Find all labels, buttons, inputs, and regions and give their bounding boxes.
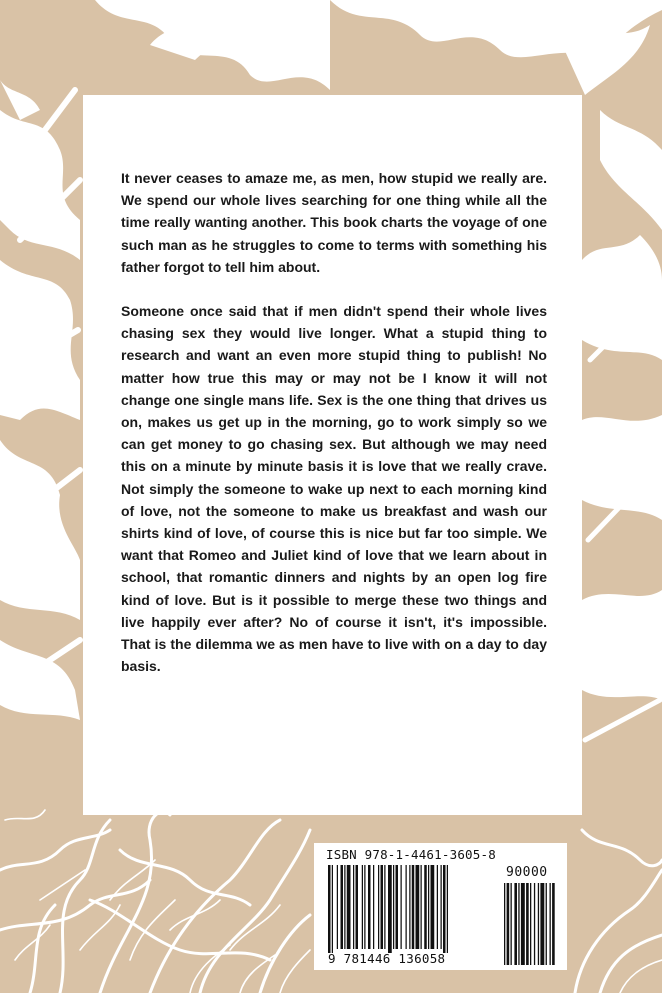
blurb — [121, 167, 547, 699]
blurb-paragraph-1: It never ceases to amaze me, as men, how stupid we really are. We spend our whole lives searching for one thing while all the time really wanting another. This book charts the voyage of one such man as he struggles to come to terms with something his father forgot to tell him about. — [121, 170, 547, 275]
price-code: 90000 — [506, 865, 548, 880]
blurb-paragraph-2: Someone once said that if men didn't spend their whole lives chasing sex they would live longer. What a stupid thing to research and want an even more stupid thing to publish! No matter how true this may or may not be I know it will not change one single mans life. Sex is the one thing that drives us on, makes us get up in the morning, go to work simply so we can get money to go chasing sex. But although we may need this on a minute by minute basis it is love that we really crave. Not simply the someone to wake up next to each morning kind of love, not the someone to make us breakfast and wash our shirts kind of love, of course this is nice but far too simple. We want that Romeo and Juliet kind of love that we learn about in school, that romantic dinners and nights by an open log fire kind of love. But is it possible to merge these two things and live happily ever after? No of course it isn't, it's impossible. That is the dilemma we as men have to live with on a day to day basis. — [121, 303, 547, 675]
back-cover-text-panel — [83, 95, 582, 815]
barcode-digits: 9 781446 136058 — [328, 951, 446, 966]
isbn-label: ISBN 978-1-4461-3605-8 — [326, 847, 496, 862]
isbn-barcode — [314, 843, 567, 970]
